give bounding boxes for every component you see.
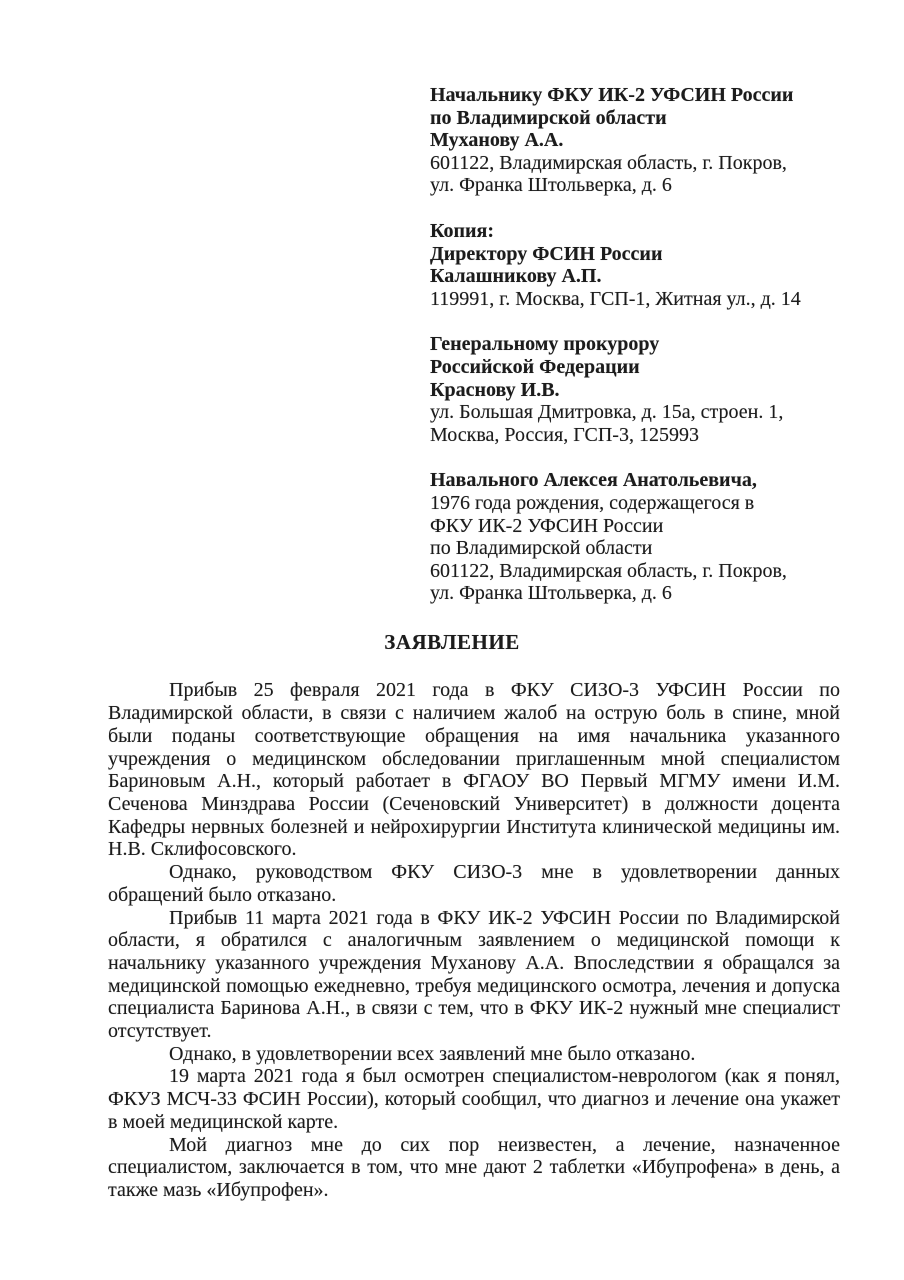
paragraph: Мой диагноз мне до сих пор неизвестен, а лечение, назначенное специалистом, заключается в том, что мне дают 2 таблетки «Ибупрофена» в день, а также мазь «Ибупрофен». — [108, 1133, 840, 1201]
recipient-address-line: Москва, Россия, ГСП-3, 125993 — [430, 423, 699, 446]
paragraph: Однако, руководством ФКУ СИЗО-3 мне в удовлетворении данных обращений было отказано. — [108, 861, 840, 906]
sender-info-line: 1976 года рождения, содержащегося в — [430, 491, 755, 514]
recipient-address-line: 601122, Владимирская область, г. Покров, — [430, 151, 787, 174]
recipient-address-line: 119991, г. Москва, ГСП-1, Житная ул., д. 14 — [430, 287, 801, 310]
sender-address-line: 601122, Владимирская область, г. Покров, — [430, 559, 787, 582]
sender-info-line: по Владимирской области — [430, 537, 653, 560]
document-body — [108, 679, 840, 1201]
paragraph: Прибыв 11 марта 2021 года в ФКУ ИК-2 УФСИН России по Владимирской области, я обратился с аналогичным заявлением о медицинской помощи к начальнику указанного учреждения Муханову А.А. Впоследствии я обращался за медицинской помощью ежедневно, требуя медицинского осмотра, лечения и допуска специалиста Баринова А.Н., в связи с тем, что в ФКУ ИК-2 нужный мне специалист отсутствует. — [108, 906, 840, 1043]
recipient-line: Российской Федерации — [430, 355, 640, 378]
recipient-line: Муханову А.А. — [430, 129, 564, 152]
recipient-address-line: ул. Большая Дмитровка, д. 15а, строен. 1, — [430, 401, 784, 424]
copy-label: Копия: — [430, 219, 495, 242]
sender-info-line: ФКУ ИК-2 УФСИН России — [430, 514, 664, 537]
document-title: ЗАЯВЛЕНИЕ — [384, 629, 520, 654]
sender-address-line: ул. Франка Штольверка, д. 6 — [430, 582, 672, 605]
paragraph: 19 марта 2021 года я был осмотрен специалистом-неврологом (как я понял, ФКУЗ МСЧ-33 ФСИН России), который сообщил, что диагноз и лечение она укажет в моей медицинской карте. — [108, 1065, 840, 1133]
paragraph: Однако, в удовлетворении всех заявлений мне было отказано. — [169, 1042, 696, 1065]
recipient-block-primary — [430, 84, 868, 197]
sender-name-line: Навального Алексея Анатольевича, — [430, 469, 757, 492]
recipient-line: Начальнику ФКУ ИК-2 УФСИН России — [430, 84, 794, 106]
recipient-blocks — [430, 84, 868, 605]
recipient-block-copy-fsin — [430, 220, 868, 310]
recipient-block-prosecutor — [430, 333, 868, 446]
recipient-line: Генеральному прокурору — [430, 333, 660, 356]
sender-block — [430, 469, 868, 605]
recipient-line: Директору ФСИН России — [430, 242, 663, 265]
recipient-line: Калашникову А.П. — [430, 265, 602, 288]
recipient-address-line: ул. Франка Штольверка, д. 6 — [430, 174, 672, 197]
recipient-line: по Владимирской области — [430, 106, 667, 129]
paragraph: Прибыв 25 февраля 2021 года в ФКУ СИЗО-3 УФСИН России по Владимирской области, в связи с наличием жалоб на острую боль в спине, мной были поданы соответствующие обращения на имя начальника указанного учреждения о медицинском обследовании приглашенным мной специалистом Бариновым А.Н., который работает в ФГАОУ ВО Первый МГМУ имени И.М. Сеченова Минздрава России (Сеченовский Университет) в должности доцента Кафедры нервных болезней и нейрохирургии Института клинической медицины им. Н.В. Склифосовского. — [108, 679, 840, 861]
recipient-line: Краснову И.В. — [430, 378, 560, 401]
